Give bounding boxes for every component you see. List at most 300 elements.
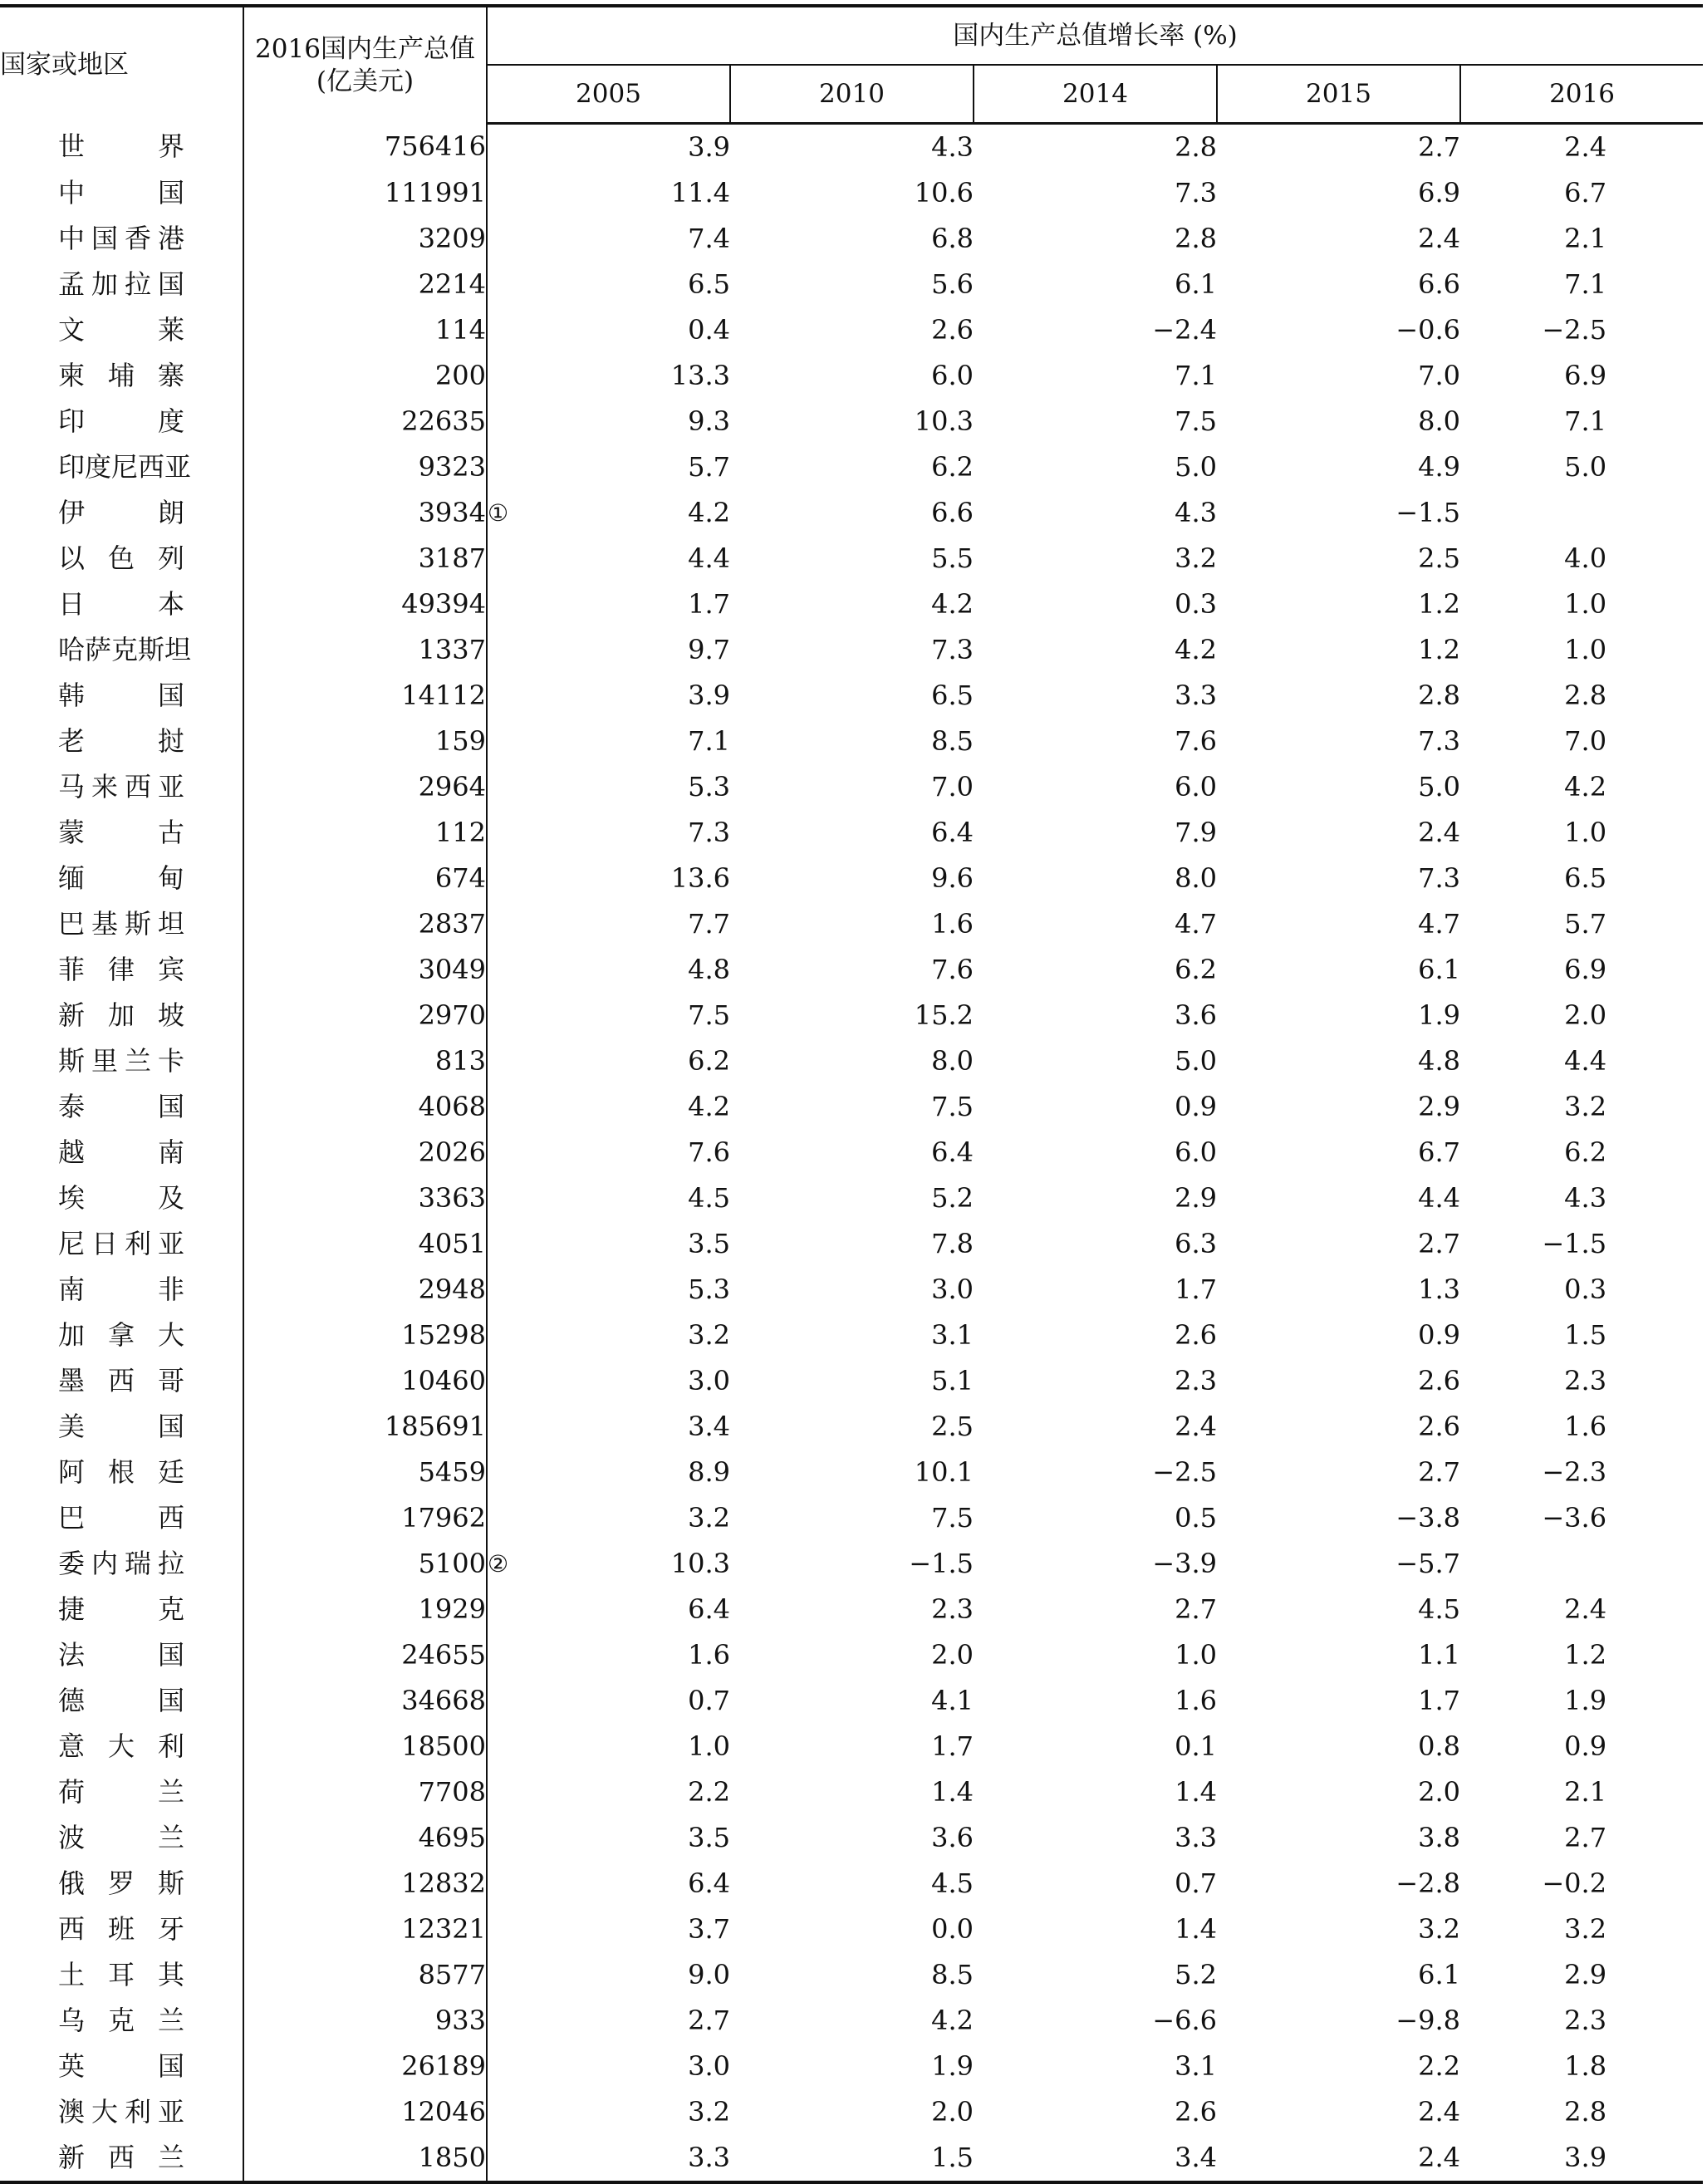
growth-2005-cell: 10.3 xyxy=(670,1548,730,1579)
growth-2014-cell: 2.8 xyxy=(1175,131,1217,163)
gdp-cell xyxy=(243,1313,487,1358)
country-name: 菲律宾 xyxy=(58,954,184,985)
country-name: 文莱 xyxy=(58,314,184,346)
growth-2016-cell: 2.4 xyxy=(1564,1593,1607,1625)
gdp-value: 4051 xyxy=(418,1228,486,1259)
table-row xyxy=(0,1175,1703,1221)
gdp-value: 1337 xyxy=(418,634,486,665)
growth-2014-cell: 5.2 xyxy=(1175,1959,1217,1990)
country-name: 巴西 xyxy=(58,1502,184,1534)
growth-2015-cell: −9.8 xyxy=(1396,2005,1460,2036)
growth-2014-cell: 7.6 xyxy=(1175,725,1217,757)
growth-2010-cell: 6.4 xyxy=(931,817,974,848)
growth-2005-cell: 2.7 xyxy=(688,2005,730,2036)
growth-2014-cell: 2.6 xyxy=(1175,2096,1217,2128)
growth-2015-cell: 4.8 xyxy=(1418,1045,1460,1077)
growth-2010-cell: 10.1 xyxy=(914,1456,974,1488)
header-row-1 xyxy=(0,6,1703,65)
country-name: 老挝 xyxy=(58,725,184,757)
gdp-cell xyxy=(243,1952,487,1998)
growth-2016-cell: −2.3 xyxy=(1542,1456,1607,1488)
gdp-cell xyxy=(243,1998,487,2044)
growth-2005-cell: 2.2 xyxy=(688,1776,730,1808)
growth-2005-cell: 4.8 xyxy=(688,954,730,985)
table-row xyxy=(0,901,1703,947)
year-header-2014: 2014 xyxy=(974,65,1217,124)
gdp-cell xyxy=(243,1769,487,1815)
growth-2014-cell: 2.8 xyxy=(1175,223,1217,254)
growth-2010-cell: 2.0 xyxy=(931,1639,974,1671)
growth-2016-cell: 1.2 xyxy=(1564,1639,1607,1671)
growth-2010-cell: 5.2 xyxy=(931,1182,974,1214)
country-name: 泰国 xyxy=(58,1091,184,1122)
gdp-cell xyxy=(243,1130,487,1175)
gdp-value: 12321 xyxy=(401,1913,486,1945)
table-row xyxy=(0,2044,1703,2089)
country-cell xyxy=(0,307,243,353)
growth-2005-cell: 4.4 xyxy=(688,542,730,574)
table-row xyxy=(0,1998,1703,2044)
growth-2016-cell: −1.5 xyxy=(1542,1228,1607,1259)
growth-2010-cell: 6.8 xyxy=(931,223,974,254)
table-row xyxy=(0,170,1703,216)
growth-2010-cell: 7.5 xyxy=(931,1502,974,1534)
country-name: 越南 xyxy=(58,1136,184,1168)
table-row xyxy=(0,1678,1703,1724)
gdp-value: 3934 xyxy=(418,497,486,528)
gdp-value: 114 xyxy=(434,314,486,346)
table-row xyxy=(0,1724,1703,1769)
table-row xyxy=(0,1587,1703,1632)
growth-2015-cell: 2.6 xyxy=(1418,1411,1460,1442)
country-name: 印度尼西亚 xyxy=(58,451,192,483)
country-name: 意大利 xyxy=(58,1730,184,1762)
growth-2016-cell: 2.9 xyxy=(1564,1959,1607,1990)
growth-2005-cell: 9.0 xyxy=(688,1959,730,1990)
gdp-cell xyxy=(243,1267,487,1313)
growth-2016-cell: 6.7 xyxy=(1564,177,1607,209)
growth-2005-cell: 3.2 xyxy=(688,1502,730,1534)
growth-2005-cell: 3.5 xyxy=(688,1228,730,1259)
growth-2014-cell: 4.7 xyxy=(1175,908,1217,940)
table-row xyxy=(0,536,1703,582)
gdp-cell xyxy=(243,2135,487,2182)
country-cell xyxy=(0,2044,243,2089)
growth-2010-cell: 6.5 xyxy=(931,680,974,711)
growth-2016-cell: 7.0 xyxy=(1564,725,1607,757)
growth-2015-cell: 2.9 xyxy=(1418,1091,1460,1122)
table-row xyxy=(0,764,1703,810)
gdp-value: 34668 xyxy=(401,1685,486,1716)
gdp-cell xyxy=(243,1632,487,1678)
gdp-cell xyxy=(243,1495,487,1541)
growth-2014-cell: 6.1 xyxy=(1175,268,1217,300)
gdp-value: 1850 xyxy=(418,2142,486,2173)
gdp-table xyxy=(0,4,1703,2184)
growth-2005-cell: 7.7 xyxy=(688,908,730,940)
growth-2005-cell: 4.2 xyxy=(688,1091,730,1122)
growth-2010-cell: 4.2 xyxy=(931,588,974,620)
table-row xyxy=(0,1404,1703,1450)
gdp-cell xyxy=(243,1587,487,1632)
gdp-value: 12046 xyxy=(401,2096,486,2128)
growth-2005-cell: 7.6 xyxy=(688,1136,730,1168)
growth-2015-cell: 6.6 xyxy=(1418,268,1460,300)
country-cell xyxy=(0,1724,243,1769)
growth-2010-cell: 7.3 xyxy=(931,634,974,665)
growth-2014-cell: 7.1 xyxy=(1175,360,1217,391)
growth-2014-cell: 1.0 xyxy=(1175,1639,1217,1671)
gdp-cell xyxy=(243,124,487,171)
growth-2016-cell: 2.0 xyxy=(1564,999,1607,1031)
growth-2010-cell: 6.2 xyxy=(931,451,974,483)
country-name: 韩国 xyxy=(58,680,184,711)
growth-2016-cell: 1.9 xyxy=(1564,1685,1607,1716)
growth-2014-cell: 0.7 xyxy=(1175,1867,1217,1899)
growth-2010-cell: 6.6 xyxy=(931,497,974,528)
growth-2015-cell: 4.7 xyxy=(1418,908,1460,940)
country-cell xyxy=(0,1038,243,1084)
growth-2014-cell: 3.3 xyxy=(1175,680,1217,711)
growth-2015-cell: 6.9 xyxy=(1418,177,1460,209)
year-header-2016: 2016 xyxy=(1460,65,1703,124)
country-name: 土耳其 xyxy=(58,1959,184,1990)
country-name: 德国 xyxy=(58,1685,184,1716)
gdp-value: 3049 xyxy=(418,954,486,985)
growth-2014-cell: 4.3 xyxy=(1175,497,1217,528)
growth-2010-cell: 10.6 xyxy=(914,177,974,209)
country-cell xyxy=(0,810,243,856)
growth-2010-cell: 4.5 xyxy=(931,1867,974,1899)
growth-2010-cell: 3.1 xyxy=(931,1319,974,1351)
growth-2010-cell: 1.7 xyxy=(931,1730,974,1762)
table-row xyxy=(0,1861,1703,1907)
country-cell xyxy=(0,1541,243,1587)
growth-2015-cell: 2.4 xyxy=(1217,2135,1460,2182)
footnote-marker: ② xyxy=(488,1550,509,1578)
growth-2005-cell: 0.7 xyxy=(688,1685,730,1716)
gdp-value: 17962 xyxy=(401,1502,486,1534)
growth-2010-cell: 8.5 xyxy=(931,1959,974,1990)
country-cell xyxy=(0,124,243,171)
gdp-cell xyxy=(243,170,487,216)
growth-2005-cell: 9.7 xyxy=(688,634,730,665)
gdp-cell xyxy=(243,1084,487,1130)
gdp-cell xyxy=(243,582,487,627)
gdp-value: 111991 xyxy=(384,177,486,209)
growth-2015-cell: 0.9 xyxy=(1418,1319,1460,1351)
table-row xyxy=(0,810,1703,856)
country-name: 澳大利亚 xyxy=(58,2096,184,2128)
growth-2016-cell: 4.4 xyxy=(1564,1045,1607,1077)
table-row xyxy=(0,2089,1703,2135)
growth-2005-cell: 3.2 xyxy=(688,1319,730,1351)
gdp-cell xyxy=(243,719,487,764)
table-row xyxy=(0,399,1703,444)
growth-2010-cell: 7.8 xyxy=(931,1228,974,1259)
growth-2005-cell: 6.4 xyxy=(688,1593,730,1625)
growth-2016-cell: 6.9 xyxy=(1564,360,1607,391)
gdp-value: 200 xyxy=(434,360,486,391)
growth-2015-cell: 0.8 xyxy=(1418,1730,1460,1762)
growth-group-header: 国内生产总值增长率 (%) xyxy=(487,6,1703,65)
growth-2014-cell: −2.4 xyxy=(1152,314,1217,346)
country-cell xyxy=(0,1907,243,1952)
growth-2010-cell: 4.3 xyxy=(931,131,974,163)
growth-2010-cell: 6.0 xyxy=(931,360,974,391)
gdp-value: 2026 xyxy=(418,1136,486,1168)
growth-2010-cell: 7.5 xyxy=(931,1091,974,1122)
growth-2016-cell: 1.6 xyxy=(1564,1411,1607,1442)
growth-2005-cell: 4.2 xyxy=(688,497,730,528)
growth-2015-cell: 5.0 xyxy=(1418,771,1460,802)
gdp-cell xyxy=(243,1541,509,1587)
gdp-cell xyxy=(243,1678,487,1724)
gdp-value: 4695 xyxy=(418,1822,486,1853)
country-cell xyxy=(0,764,243,810)
growth-2015-cell: 7.3 xyxy=(1418,862,1460,894)
growth-2010-cell: 1.9 xyxy=(931,2050,974,2082)
growth-2005-cell: 6.4 xyxy=(688,1867,730,1899)
growth-2016-cell: 2.1 xyxy=(1564,223,1607,254)
gdp-value: 2837 xyxy=(418,908,486,940)
growth-2005-cell: 5.3 xyxy=(688,1274,730,1305)
growth-2015-cell: 8.0 xyxy=(1418,405,1460,437)
gdp-cell xyxy=(243,1724,487,1769)
growth-2016-cell: 2.8 xyxy=(1564,2096,1607,2128)
growth-2005-cell: 3.9 xyxy=(688,131,730,163)
growth-2014-cell: 6.0 xyxy=(1175,1136,1217,1168)
growth-2014-cell: 5.0 xyxy=(1175,1045,1217,1077)
gdp-cell xyxy=(243,1404,487,1450)
growth-2015-cell: −0.6 xyxy=(1396,314,1460,346)
growth-2016-cell: 1.0 xyxy=(1564,588,1607,620)
growth-2016-cell: 1.8 xyxy=(1564,2050,1607,2082)
growth-2014-cell: 5.0 xyxy=(1175,451,1217,483)
growth-2016-cell: 1.5 xyxy=(1564,1319,1607,1351)
table-row xyxy=(0,1038,1703,1084)
growth-2015-cell: 6.1 xyxy=(1418,1959,1460,1990)
growth-2014-cell: 6.0 xyxy=(1175,771,1217,802)
gdp-cell xyxy=(243,1861,487,1907)
growth-2005-cell: 5.3 xyxy=(688,771,730,802)
growth-2005-cell: 3.5 xyxy=(688,1822,730,1853)
growth-2014-cell: 1.7 xyxy=(1175,1274,1217,1305)
country-cell xyxy=(0,1175,243,1221)
country-name: 俄罗斯 xyxy=(58,1867,184,1899)
growth-2015-cell: 4.9 xyxy=(1418,451,1460,483)
country-name: 法国 xyxy=(58,1639,184,1671)
country-cell xyxy=(0,1313,243,1358)
gdp-value: 933 xyxy=(434,2005,486,2036)
country-name: 埃及 xyxy=(58,1182,184,1214)
growth-2016-cell: 4.0 xyxy=(1564,542,1607,574)
growth-2005-cell: 11.4 xyxy=(670,177,730,209)
growth-2014-cell: 2.6 xyxy=(1175,1319,1217,1351)
growth-2010-cell: 10.3 xyxy=(914,405,974,437)
growth-2015-cell: 2.7 xyxy=(1418,131,1460,163)
growth-2005-cell: 7.1 xyxy=(688,725,730,757)
growth-2005-cell: 1.6 xyxy=(688,1639,730,1671)
growth-2016-cell: 2.4 xyxy=(1564,131,1607,163)
growth-2014-cell: 8.0 xyxy=(1175,862,1217,894)
growth-2015-cell: 2.4 xyxy=(1418,2096,1460,2128)
gdp-value: 159 xyxy=(434,725,486,757)
growth-2016-cell: 6.9 xyxy=(1564,954,1607,985)
growth-2005-cell: 9.3 xyxy=(688,405,730,437)
table-row xyxy=(0,1952,1703,1998)
country-cell xyxy=(0,1815,243,1861)
table-row xyxy=(0,1450,1703,1495)
table-row xyxy=(0,1313,1703,1358)
country-cell xyxy=(0,1267,243,1313)
growth-2014-cell: 0.9 xyxy=(1175,1091,1217,1122)
country-cell xyxy=(0,856,243,901)
gdp-value: 14112 xyxy=(401,680,486,711)
gdp-cell xyxy=(243,764,487,810)
growth-2015-cell: 1.2 xyxy=(1418,588,1460,620)
country-cell xyxy=(0,1084,243,1130)
country-cell xyxy=(0,1130,243,1175)
country-name: 孟加拉国 xyxy=(58,268,184,300)
country-cell xyxy=(0,673,243,719)
growth-2016-cell: 3.9 xyxy=(1460,2135,1703,2182)
country-cell xyxy=(0,1632,243,1678)
country-cell xyxy=(0,170,243,216)
gdp-cell xyxy=(243,1175,487,1221)
growth-2016-cell: 2.1 xyxy=(1564,1776,1607,1808)
gdp-value: 2970 xyxy=(418,999,486,1031)
growth-2015-cell: 2.7 xyxy=(1418,1228,1460,1259)
country-cell xyxy=(0,1221,243,1267)
gdp-value: 112 xyxy=(434,817,486,848)
table-row xyxy=(0,353,1703,399)
country-cell xyxy=(0,1952,243,1998)
gdp-value: 9323 xyxy=(418,451,486,483)
country-name: 墨西哥 xyxy=(58,1365,184,1396)
growth-2010-cell: 7.0 xyxy=(931,771,974,802)
growth-2014-cell: 3.1 xyxy=(1175,2050,1217,2082)
gdp-cell xyxy=(243,2044,487,2089)
gdp-cell xyxy=(243,1907,487,1952)
country-cell xyxy=(0,444,243,490)
country-cell xyxy=(0,2135,243,2182)
growth-2010-cell: 15.2 xyxy=(914,999,974,1031)
table-row xyxy=(0,1632,1703,1678)
growth-2005-cell: 1.7 xyxy=(688,588,730,620)
gdp-value: 26189 xyxy=(401,2050,486,2082)
country-name: 西班牙 xyxy=(58,1913,184,1945)
country-cell xyxy=(0,490,243,536)
country-column-header: 国家或地区 xyxy=(0,6,243,124)
gdp-value: 2964 xyxy=(418,771,486,802)
growth-2010-cell: 4.2 xyxy=(931,2005,974,2036)
gdp-value: 185691 xyxy=(384,1411,486,1442)
country-name: 委内瑞拉 xyxy=(58,1548,184,1579)
country-name: 伊朗 xyxy=(58,497,184,528)
gdp-cell xyxy=(243,810,487,856)
growth-2015-cell: 1.7 xyxy=(1418,1685,1460,1716)
gdp-value: 3363 xyxy=(418,1182,486,1214)
gdp-value: 7708 xyxy=(418,1776,486,1808)
growth-2010-cell: 2.0 xyxy=(931,2096,974,2128)
country-cell xyxy=(0,719,243,764)
gdp-value: 49394 xyxy=(401,588,486,620)
growth-2016-cell: 0.9 xyxy=(1564,1730,1607,1762)
country-name: 斯里兰卡 xyxy=(58,1045,184,1077)
gdp-cell xyxy=(243,1815,487,1861)
table-row xyxy=(0,262,1703,307)
country-name: 波兰 xyxy=(58,1822,184,1853)
country-cell xyxy=(0,262,243,307)
country-cell xyxy=(0,216,243,262)
country-cell xyxy=(0,2089,243,2135)
country-cell xyxy=(0,399,243,444)
growth-2010-cell: 3.6 xyxy=(931,1822,974,1853)
growth-2016-cell: 1.0 xyxy=(1564,634,1607,665)
growth-2010-cell: 3.0 xyxy=(931,1274,974,1305)
gdp-value: 4068 xyxy=(418,1091,486,1122)
gdp-cell xyxy=(243,1358,487,1404)
growth-2010-cell: 5.1 xyxy=(931,1365,974,1396)
growth-2016-cell: 3.2 xyxy=(1564,1091,1607,1122)
gdp-value: 24655 xyxy=(401,1639,486,1671)
gdp-cell xyxy=(243,536,487,582)
growth-2015-cell: 7.0 xyxy=(1418,360,1460,391)
growth-2015-cell: 3.8 xyxy=(1418,1822,1460,1853)
growth-2014-cell: 3.2 xyxy=(1175,542,1217,574)
growth-2015-cell: 2.4 xyxy=(1418,223,1460,254)
growth-2016-cell: −2.5 xyxy=(1542,314,1607,346)
growth-2005-cell: 3.7 xyxy=(688,1913,730,1945)
growth-2010-cell: 5.6 xyxy=(931,268,974,300)
growth-2016-cell xyxy=(1460,490,1703,536)
year-header-2010: 2010 xyxy=(730,65,974,124)
table-row xyxy=(0,2135,1703,2182)
table-row xyxy=(0,1541,1703,1587)
growth-2005-cell: 7.4 xyxy=(688,223,730,254)
growth-2016-cell: 6.2 xyxy=(1564,1136,1607,1168)
growth-2005-cell: 6.5 xyxy=(688,268,730,300)
growth-2014-cell: 0.1 xyxy=(1175,1730,1217,1762)
table-row xyxy=(0,673,1703,719)
gdp-value: 15298 xyxy=(401,1319,486,1351)
gdp-cell xyxy=(243,901,487,947)
growth-2015-cell: 2.0 xyxy=(1418,1776,1460,1808)
country-cell xyxy=(0,1769,243,1815)
gdp-value: 22635 xyxy=(401,405,486,437)
gdp-value: 10460 xyxy=(401,1365,486,1396)
table-row xyxy=(0,1267,1703,1313)
growth-2015-cell: 6.7 xyxy=(1418,1136,1460,1168)
country-name: 世界 xyxy=(58,130,184,163)
table-row xyxy=(0,1358,1703,1404)
growth-2015-cell: 2.8 xyxy=(1418,680,1460,711)
growth-2015-cell: 2.4 xyxy=(1418,817,1460,848)
growth-2016-cell: 2.7 xyxy=(1564,1822,1607,1853)
growth-2010-cell: 7.6 xyxy=(931,954,974,985)
country-name: 英国 xyxy=(58,2050,184,2082)
growth-2014-cell: 1.4 xyxy=(1175,1913,1217,1945)
growth-2016-cell: 4.2 xyxy=(1564,771,1607,802)
country-name: 阿根廷 xyxy=(58,1456,184,1488)
table-row xyxy=(0,1084,1703,1130)
country-name: 捷克 xyxy=(58,1593,184,1625)
gdp-value: 2948 xyxy=(418,1274,486,1305)
country-cell xyxy=(0,1678,243,1724)
growth-2005-cell: 6.2 xyxy=(688,1045,730,1077)
country-cell xyxy=(0,1587,243,1632)
